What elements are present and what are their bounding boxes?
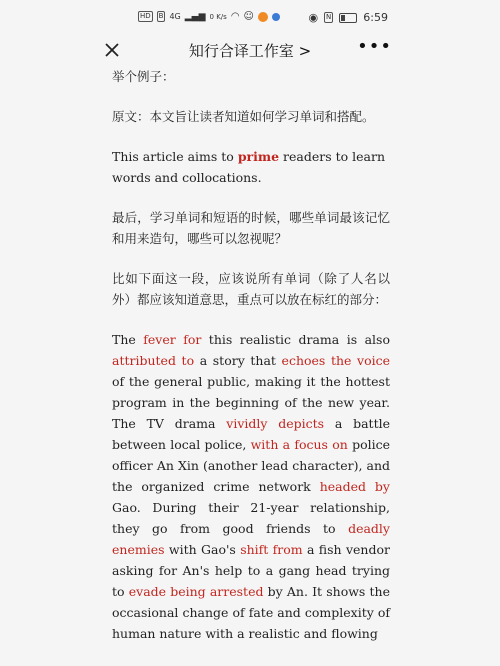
status-right [308,11,388,24]
translation-before: This article aims to [112,149,238,164]
hd-icon: HD [140,12,151,20]
highlighted-phrase: evade being arrested [128,584,264,599]
question-text: 最后，学习单词和短语的时候，哪些单词最该记忆和用来造句，哪些可以忽视呢？ [112,210,390,246]
highlighted-phrase: with a focus on [250,437,348,452]
signal-icon: ▂▄▆ [184,11,206,22]
highlighted-phrase: deadly enemies [112,521,390,557]
highlighted-phrase: fever for [143,332,202,347]
highlighted-phrase: vividly depicts [226,416,325,431]
status-left [138,11,280,22]
highlighted-phrase: attributed to [112,353,195,368]
nav-bar [0,34,500,66]
passage-segment: with Gao's [164,542,241,557]
network-label: 4G [169,12,181,21]
wifi-icon: ◠ [230,11,240,22]
passage-segment: Gao. During their 21-year relationship, they go from good friends to [112,500,390,536]
nfc-icon: N [326,13,332,21]
passage-segment: police officer An Xin (another lead character), and the organized crime network [112,437,390,494]
highlighted-phrase: shift from [240,542,303,557]
passage-segment: a story that [194,353,282,368]
notification-icon-blue [272,13,280,21]
passage-segment: of the general public, making it the hottest program in the beginning of the new year. The TV drama [112,374,390,431]
status-bar [0,0,500,34]
app-icon: ☺ [243,11,254,22]
highlighted-phrase: headed by [319,479,390,494]
eye-icon: ◉ [308,11,319,24]
passage-text [112,329,390,644]
more-icon[interactable]: ••• [357,36,392,57]
passage-segment: this realistic drama is also [201,332,390,347]
sim-icon: B [158,12,164,20]
translation-text [112,146,390,188]
passage-segment: by An. It shows the occasional change of fate and complexity of human nature with a realistic and flowing [112,584,390,641]
intro-text: 举个例子： [112,69,175,84]
passage-segment: a battle between local police, [112,416,391,452]
article-content [112,66,390,644]
original-text: 原文：本文旨让读者知道如何学习单词和搭配。 [112,109,375,124]
notification-icon-orange [258,12,268,22]
highlighted-phrase: echoes the voice [281,353,390,368]
clock: 6:59 [363,11,388,24]
passage-segment: a fish vendor asking for An's help to a gang head trying to [112,542,390,599]
speed-label: 0 K/s [209,12,227,21]
example-intro-text: 比如下面这一段，应该说所有单词（除了人名以外）都应该知道意思，重点可以放在标红的部分： [112,271,390,307]
passage-segment: The [112,332,144,347]
translation-after: readers to learn words and collocations. [112,149,386,185]
account-title[interactable]: 知行合译工作室 > [188,42,312,60]
battery-icon [339,13,357,23]
translation-key: prime [237,149,280,164]
